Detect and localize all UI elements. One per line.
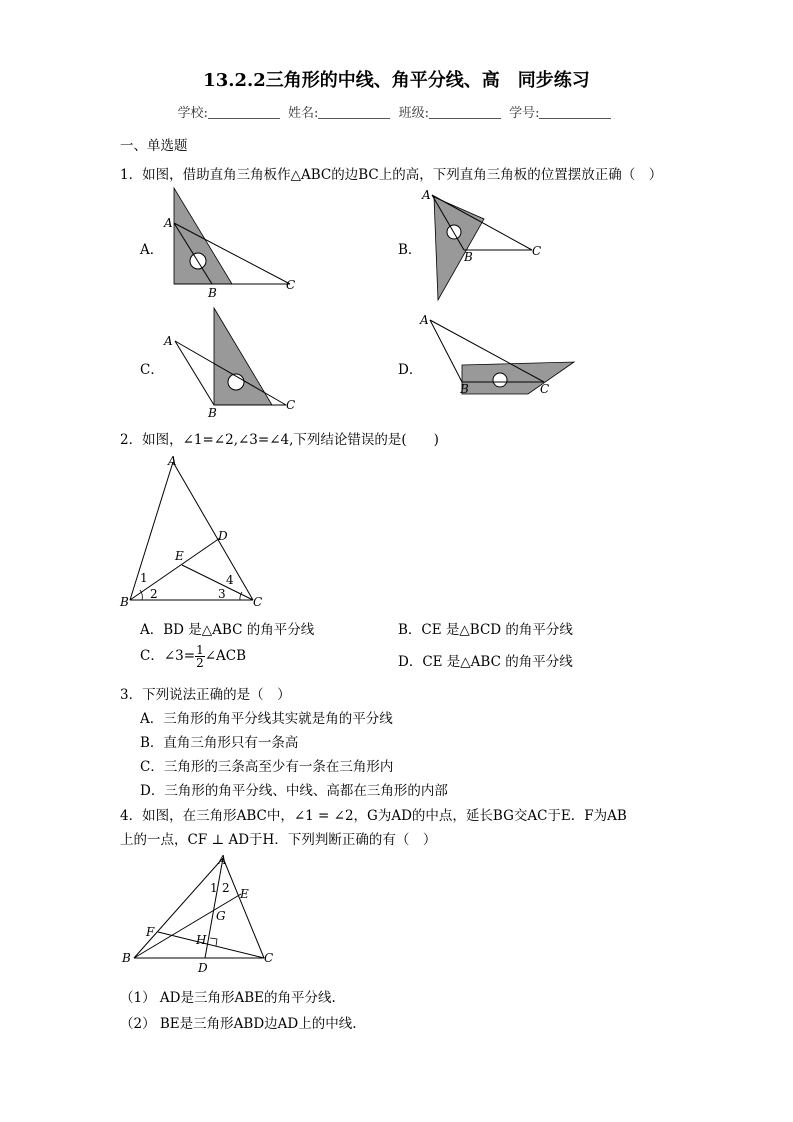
label-a: A — [168, 454, 177, 468]
q4-line-1: 如图，在三角形ABC中，∠1 = ∠2，G为AD的中点，延长BG交AC于E．F为AB — [142, 808, 627, 824]
set-square-d — [462, 362, 574, 394]
question-4 — [120, 804, 627, 824]
label-b: B — [464, 250, 473, 264]
page-title: 13.2.2三角形的中线、角平分线、高 同步练习 — [203, 70, 590, 91]
q1-option-b-label[interactable]: B． — [398, 242, 422, 258]
q2-option-a[interactable] — [140, 618, 314, 638]
q3-option-d[interactable]: D．三角形的角平分线、中线、高都在三角形的内部 — [140, 783, 448, 799]
label-a: A — [218, 853, 227, 867]
class-blank[interactable] — [429, 118, 501, 119]
q2-option-b[interactable] — [398, 618, 573, 638]
label-a: A — [164, 216, 173, 230]
q2-option-c-letter: C． — [140, 648, 164, 664]
q3-option-b[interactable]: B．直角三角形只有一条高 — [140, 735, 299, 751]
label-c: C — [253, 595, 263, 609]
q1-text: 如图，借助直角三角板作△ABC的边BC上的高，下列直角三角板的位置摆放正确（ ） — [142, 167, 663, 183]
q2-option-a-letter: A． — [140, 622, 164, 638]
label-e: E — [240, 887, 249, 901]
question-1 — [120, 163, 662, 183]
section-heading: 一、单选题 — [120, 138, 188, 154]
label-c: C — [286, 398, 296, 412]
q2-option-d[interactable] — [398, 650, 573, 670]
label-a: A — [422, 188, 431, 202]
label-b: B — [122, 951, 131, 965]
q2-option-d-text: CE 是△ABC 的角平分线 — [422, 654, 573, 670]
q1-figure-a — [160, 185, 310, 300]
q2-number: 2． — [120, 432, 143, 448]
q2-option-b-text: CE 是△BCD 的角平分线 — [421, 622, 573, 638]
set-square-c — [214, 308, 272, 405]
name-label: 姓名: — [288, 106, 319, 121]
number-label: 学号: — [509, 106, 540, 121]
q3-text: 下列说法正确的是（ ） — [142, 687, 291, 703]
angle-1: 1 — [140, 571, 148, 585]
label-c: C — [286, 278, 296, 292]
class-label: 班级: — [398, 106, 429, 121]
label-g: G — [216, 909, 226, 923]
q2-option-a-text: BD 是△ABC 的角平分线 — [163, 622, 315, 638]
q2-text: 如图，∠1=∠2,∠3=∠4,下列结论错误的是( ) — [142, 432, 439, 448]
label-e: E — [175, 549, 184, 563]
q2-option-c-post: ∠ACB — [204, 648, 247, 664]
q4-line-2: 上的一点，CF ⊥ AD于H．下列判断正确的有（ ） — [120, 832, 437, 848]
label-c: C — [532, 244, 542, 258]
q4-statement-2: （2） BE是三角形ABD边AD上的中线. — [120, 1016, 357, 1032]
fraction-half: $\frac{1}{2}$ — [196, 643, 204, 670]
q1-figure-c — [160, 305, 310, 420]
label-b: B — [208, 286, 217, 300]
school-label: 学校: — [177, 106, 208, 121]
q2-option-b-letter: B． — [398, 622, 422, 638]
q3-number: 3． — [120, 687, 143, 703]
q4-figure — [120, 850, 280, 975]
q1-number: 1． — [120, 167, 143, 183]
school-blank[interactable] — [208, 118, 280, 119]
q2-option-c[interactable] — [140, 644, 246, 669]
label-b: B — [208, 406, 217, 420]
q4-number: 4． — [120, 808, 143, 824]
q1-option-c-label[interactable]: C． — [140, 362, 164, 378]
question-2 — [120, 428, 439, 448]
q2-option-d-letter: D． — [398, 654, 423, 670]
label-d: D — [218, 529, 228, 543]
label-a: A — [164, 334, 173, 348]
set-square-b — [434, 197, 484, 300]
label-c: C — [540, 382, 550, 396]
label-b: B — [460, 382, 469, 396]
student-info — [0, 102, 793, 121]
label-a: A — [420, 313, 429, 327]
q3-option-c[interactable]: C．三角形的三条高至少有一条在三角形内 — [140, 759, 394, 775]
name-blank[interactable] — [318, 118, 390, 119]
label-h: H — [196, 933, 207, 947]
angle-2: 2 — [150, 587, 158, 601]
q3-option-a[interactable]: A．三角形的角平分线其实就是角的平分线 — [140, 711, 393, 727]
label-d: D — [198, 961, 208, 975]
angle-1: 1 — [210, 881, 218, 895]
q1-figure-d — [418, 310, 588, 405]
label-b: B — [120, 595, 129, 609]
q1-option-a-label[interactable]: A． — [140, 242, 164, 258]
label-f: F — [146, 925, 155, 939]
angle-4: 4 — [226, 573, 234, 587]
angle-3: 3 — [218, 587, 226, 601]
q4-statement-1: （1） AD是三角形ABE的角平分线. — [120, 990, 336, 1006]
q1-option-d-label[interactable]: D． — [398, 362, 423, 378]
question-3 — [120, 683, 291, 703]
q1-figure-b — [418, 185, 568, 305]
q2-figure — [118, 452, 278, 612]
angle-2: 2 — [222, 881, 230, 895]
set-square-hole-d — [493, 373, 507, 387]
q2-option-c-pre: ∠3= — [163, 648, 196, 664]
label-c: C — [264, 951, 274, 965]
number-blank[interactable] — [539, 118, 611, 119]
